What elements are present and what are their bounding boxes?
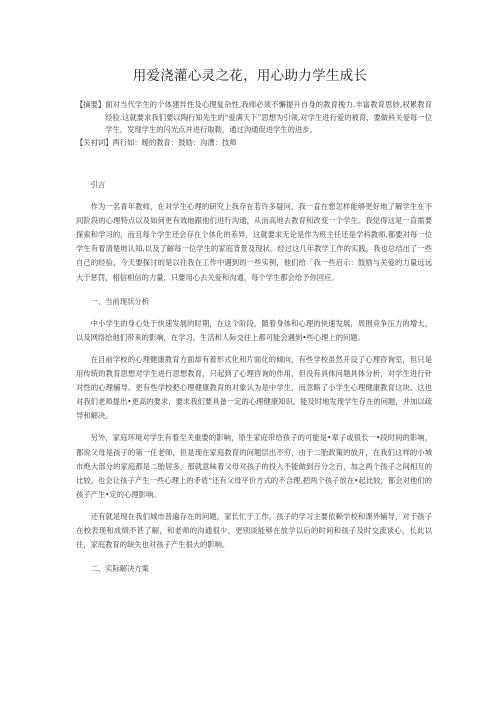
abstract-label: 【摘要】 — [76, 100, 106, 109]
keywords-row — [76, 137, 432, 150]
paper-title: 用爱浇灌心灵之花，用心助力学生成长 — [132, 68, 368, 84]
keywords-text: 两行如：暧的教育：鼓励：沟漕：技师 — [112, 137, 237, 147]
abstract-text: 面对当代学生的个体建异性及心理复杂性,我师必须不懈提升自身的教育挽力.丰富教育思妙,权累教育经验.这就要求我们要以陶行知先生的“爱满天下”思想为引领,对学生进行爱的被育，要做科关爱每一位学生，发现学生的闪光点并进行取勒，通过沟通促进学生的进步。 — [105, 100, 432, 135]
section-2-heading: 二、实际解决方案 — [90, 564, 149, 574]
section-1-paragraph-1: 中小学生的身心处于快速发展的时期，在这个阶段，随着身体和心理的快速发展，周围竞争压力的增大，以及网络给他们带来的影响，在学习，生活和人际交往上都可能会遇到•些心理上的问题。 — [76, 318, 432, 342]
section-1-heading: 一、当前现状分析 — [90, 296, 149, 306]
section-1-paragraph-2: 在目前学校的心理健康教育方面却有着形式化和片面化的倾向，有些学校虽然开设了心理咨询室，但只是用传统的教育思想对学生进行思想教育，只起到了心理咨询的作用，但没有具体问题具体分析，对学生进行针对性的心理辅导。更有些学校把心理健康教育的对象认为是中学生，而忽略了小学生心理健康教育这块。这也对我们老师提出•更高的要求，要求我们要具备一定的心理健康知识，能及时地发现学生存在的问题，并加以疏导和解决。 — [76, 354, 432, 421]
section-1-paragraph-4: 还有就是现在我们城市普遍存在的问题，家长忙于工作，孩子的学习主要依赖学校和课外辅导，对于孩子在校表现和成绩不甚了解，和老师的沟通很少，更别谈能够在放学以后的时间和孩子及时交流谈心，长此以往，家庭教育的缺失也对孩子产生很大的影响。 — [76, 511, 432, 550]
section-1-paragraph-3: 另外，家庭环境对学生有着至关重要的影响，原生家庭带给孩子的可能是•辈子或很长一•段时间的影响，都说父母是孩子的第一任老师，但是现在家庭教育的问题层出不穷，由于二胎政策的放开，在我们这样的小城市绝大部分的家庭都是二胎居多，那就意味着父母对孩子的投入不能做到百分之百，加之两个孩子之间相互的比较，也会让孩子产生一些心理上的矛盾“还有父母平价方式的不合理,把两个孩子放在•起比较，都会对他们的孩子产生•定的心理影响。 — [76, 433, 432, 499]
abstract-block — [76, 99, 432, 149]
intro-paragraph: 作为一名青年教师，在对学生心理的研究上我存在若许多疑问，我一直在想怎样能够更好地了解学生在不同阶段的心理特点以及如何更有效地跟他们进行沟通，从而高地去教育和改变一个学生。我觉得这是一直需要探索和学习的，而且每个学生还会存在个体化的差异，这就要求无论是作为班主任还是学科教师,都要对每一位学生有着清楚地认知,以及了解每一位学生的家庭背景及现状。经过这几年教学工作的实践，我也总结出了一些自己的经验，今天要探讨的是以往我在工作中遇到的一些实例，他们给「我一些启示：鼓励与关爱的力量远远大于惩罚，相信相信的力量，只要用心去关爱和沟通，每个学生都会给予你回应。 — [76, 202, 432, 282]
intro-heading: 引言 — [90, 180, 106, 189]
paper-body — [76, 178, 432, 576]
abstract-row — [76, 99, 432, 137]
keywords-label: 【关衬词】 — [76, 137, 113, 147]
